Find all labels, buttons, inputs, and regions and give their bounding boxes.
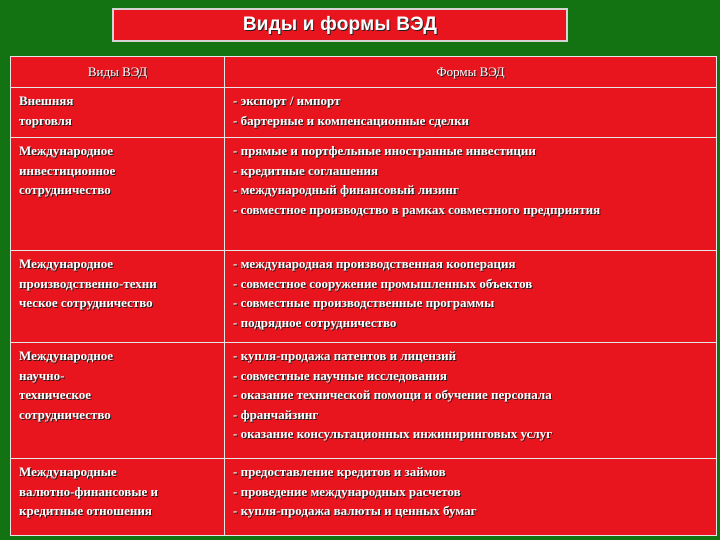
kind-line: Внешняя — [19, 93, 74, 108]
vad-table — [10, 56, 717, 536]
kind-line: сотрудничество — [19, 406, 111, 422]
kind-line: Международное — [19, 256, 114, 271]
form-item: - подрядное сотрудничество — [233, 314, 397, 330]
kind-line: сотрудничество — [19, 182, 111, 197]
table-row — [11, 251, 717, 343]
kind-line: производственно-техни — [19, 275, 157, 291]
form-item: - международная производственная кооперация — [233, 256, 516, 271]
form-item: - экспорт / импорт — [233, 93, 341, 108]
kind-line: ческое сотрудничество — [19, 295, 153, 310]
form-item: - предоставление кредитов и займов — [233, 464, 446, 479]
kind-line: Международные — [19, 464, 117, 479]
header-kinds: Виды ВЭД — [11, 57, 225, 88]
table-row — [11, 343, 717, 459]
kind-cell — [11, 343, 225, 459]
form-item: - совместные научные исследования — [233, 367, 447, 383]
page-title: Виды и формы ВЭД — [242, 14, 438, 35]
table-row — [11, 459, 717, 536]
kind-line: научно- — [19, 367, 65, 383]
form-item: - бартерные и компенсационные сделки — [233, 112, 470, 128]
forms-cell — [225, 138, 717, 251]
kind-line: Международное — [19, 348, 114, 363]
form-item: - проведение международных расчетов — [233, 483, 461, 499]
form-item: - оказание технической помощи и обучение персонала — [233, 387, 552, 402]
kind-line: торговля — [19, 112, 72, 128]
forms-cell — [225, 459, 717, 536]
kind-cell — [11, 251, 225, 343]
table-header-row — [11, 57, 717, 88]
form-item: - совместное производство в рамках совместного предприятия — [233, 201, 601, 217]
title-banner — [112, 8, 568, 42]
kind-cell — [11, 88, 225, 138]
form-item: - совместное сооружение промышленных объектов — [233, 275, 533, 291]
form-item: - международный финансовый лизинг — [233, 182, 459, 197]
table-row — [11, 88, 717, 138]
form-item: - прямые и портфельные иностранные инвестиции — [233, 143, 536, 158]
forms-cell — [225, 343, 717, 459]
form-item: - оказание консультационных инжиниринговых услуг — [233, 426, 553, 441]
kind-line: техническое — [19, 387, 91, 402]
kind-line: валютно-финансовые и — [19, 483, 158, 499]
form-item: - совместные производственные программы — [233, 295, 495, 310]
header-forms: Формы ВЭД — [225, 57, 717, 88]
forms-cell — [225, 88, 717, 138]
kind-line: кредитные отношения — [19, 503, 152, 518]
form-item: - купля-продажа валюты и ценных бумаг — [233, 503, 477, 518]
kind-cell — [11, 459, 225, 536]
kind-cell — [11, 138, 225, 251]
vad-table-container — [10, 56, 716, 536]
forms-cell — [225, 251, 717, 343]
table-row — [11, 138, 717, 251]
kind-line: инвестиционное — [19, 162, 116, 178]
kind-line: Международное — [19, 143, 114, 158]
form-item: - франчайзинг — [233, 406, 319, 422]
form-item: - кредитные соглашения — [233, 162, 379, 178]
form-item: - купля-продажа патентов и лицензий — [233, 348, 457, 363]
